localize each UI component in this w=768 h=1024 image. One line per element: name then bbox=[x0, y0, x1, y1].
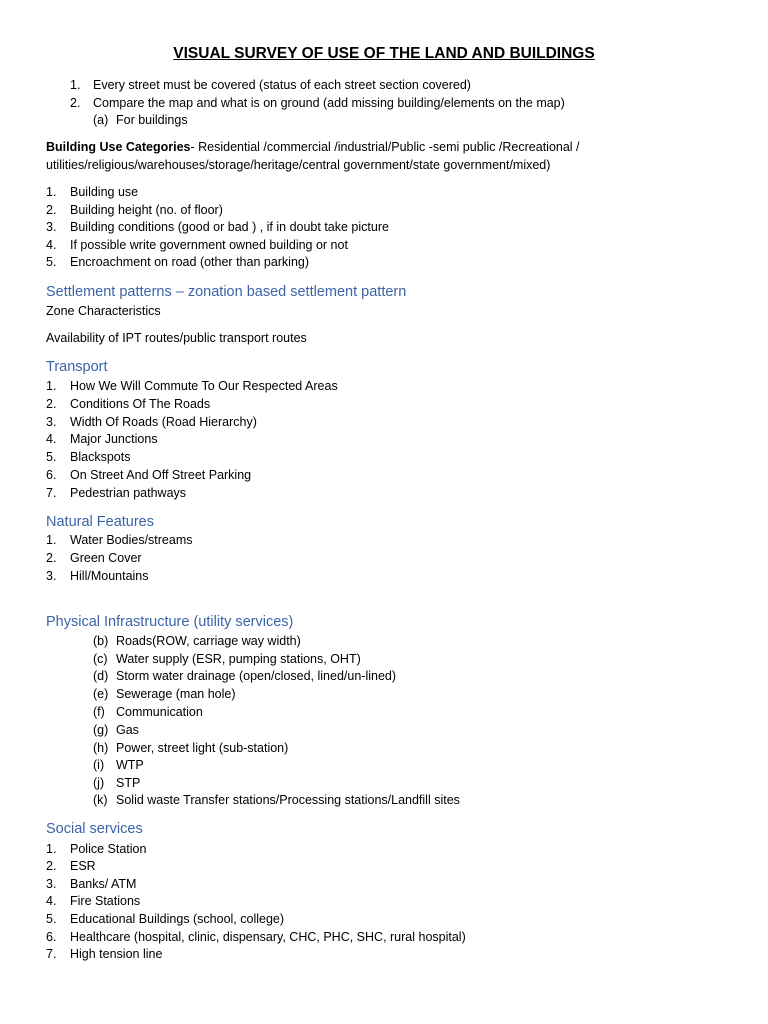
list-item: Communication bbox=[116, 705, 203, 719]
list-number: 5. bbox=[46, 450, 57, 464]
social-services-heading: Social services bbox=[46, 821, 143, 837]
list-item: Major Junctions bbox=[70, 432, 158, 446]
list-number: (i) bbox=[93, 758, 105, 772]
list-item: Solid waste Transfer stations/Processing stations/Landfill sites bbox=[116, 793, 460, 807]
list-item: Healthcare (hospital, clinic, dispensary, CHC, PHC, SHC, rural hospital) bbox=[70, 930, 466, 944]
list-item: Water Bodies/streams bbox=[70, 533, 193, 547]
list-item: Gas bbox=[116, 723, 139, 737]
building-use-label: Building Use Categories bbox=[46, 140, 191, 154]
list-item: Building use bbox=[70, 185, 139, 199]
list-number: 4. bbox=[46, 894, 57, 908]
list-number: 1. bbox=[46, 842, 57, 856]
list-item: Power, street light (sub-station) bbox=[116, 741, 289, 755]
list-item: Building height (no. of floor) bbox=[70, 203, 223, 217]
list-item: Educational Buildings (school, college) bbox=[70, 912, 285, 926]
list-number: 5. bbox=[46, 912, 57, 926]
list-item: Green Cover bbox=[70, 551, 142, 565]
list-item: If possible write government owned building or not bbox=[70, 238, 348, 252]
list-item: Roads(ROW, carriage way width) bbox=[116, 634, 301, 648]
list-item: WTP bbox=[116, 758, 144, 772]
list-number: 1. bbox=[46, 533, 57, 547]
settlement-line: Availability of IPT routes/public transport routes bbox=[46, 331, 307, 345]
list-number: (g) bbox=[93, 723, 109, 737]
building-use-paragraph bbox=[46, 139, 580, 155]
list-number: 2. bbox=[46, 397, 57, 411]
document-title: VISUAL SURVEY OF USE OF THE LAND AND BUILDINGS bbox=[173, 45, 595, 62]
list-item: Fire Stations bbox=[70, 894, 141, 908]
list-item: Storm water drainage (open/closed, lined/un-lined) bbox=[116, 669, 397, 683]
physical-infrastructure-heading: Physical Infrastructure (utility services) bbox=[46, 614, 294, 630]
list-item: How We Will Commute To Our Respected Areas bbox=[70, 379, 338, 393]
list-item: Width Of Roads (Road Hierarchy) bbox=[70, 415, 257, 429]
list-number: (f) bbox=[93, 705, 105, 719]
list-number: 1. bbox=[46, 379, 57, 393]
list-number: 7. bbox=[46, 947, 57, 961]
list-item: Conditions Of The Roads bbox=[70, 397, 211, 411]
list-item: On Street And Off Street Parking bbox=[70, 468, 252, 482]
list-item: Encroachment on road (other than parking) bbox=[70, 255, 310, 269]
list-item: Building conditions (good or bad ) , if in doubt take picture bbox=[70, 220, 389, 234]
list-number: (b) bbox=[93, 634, 109, 648]
list-number: (d) bbox=[93, 669, 109, 683]
natural-features-heading: Natural Features bbox=[46, 514, 154, 530]
settlement-line: Zone Characteristics bbox=[46, 304, 161, 318]
list-item: STP bbox=[116, 776, 141, 790]
list-number: 6. bbox=[46, 468, 57, 482]
list-number: 3. bbox=[46, 569, 57, 583]
settlement-heading: Settlement patterns – zonation based settlement pattern bbox=[46, 284, 407, 300]
list-number: 7. bbox=[46, 486, 57, 500]
list-number: 2. bbox=[46, 203, 57, 217]
list-item: Banks/ ATM bbox=[70, 877, 137, 891]
list-number: 1. bbox=[46, 185, 57, 199]
list-number: 4. bbox=[46, 238, 57, 252]
building-use-text-continued: utilities/religious/warehouses/storage/heritage/central government/state government/mixed) bbox=[46, 158, 551, 172]
list-number: 3. bbox=[46, 415, 57, 429]
list-item: Blackspots bbox=[70, 450, 131, 464]
list-number: 3. bbox=[46, 220, 57, 234]
building-use-text: - Residential /commercial /industrial/Public -semi public /Recreational / bbox=[190, 140, 580, 154]
list-item: Hill/Mountains bbox=[70, 569, 149, 583]
list-number: 2. bbox=[70, 96, 81, 110]
list-item: For buildings bbox=[116, 113, 188, 127]
list-item: High tension line bbox=[70, 947, 163, 961]
transport-heading: Transport bbox=[46, 359, 108, 375]
list-number: (k) bbox=[93, 793, 108, 807]
list-item: Every street must be covered (status of each street section covered) bbox=[93, 78, 471, 92]
list-number: (h) bbox=[93, 741, 109, 755]
list-item: Police Station bbox=[70, 842, 147, 856]
list-number: (e) bbox=[93, 687, 109, 701]
list-item: Water supply (ESR, pumping stations, OHT) bbox=[116, 652, 361, 666]
list-number: (c) bbox=[93, 652, 108, 666]
list-number: (a) bbox=[93, 113, 109, 127]
list-item: Sewerage (man hole) bbox=[116, 687, 236, 701]
list-number: 6. bbox=[46, 930, 57, 944]
list-number: 2. bbox=[46, 551, 57, 565]
list-item: ESR bbox=[70, 859, 96, 873]
list-item: Pedestrian pathways bbox=[70, 486, 187, 500]
list-number: 1. bbox=[70, 78, 81, 92]
list-number: (j) bbox=[93, 776, 105, 790]
list-number: 5. bbox=[46, 255, 57, 269]
list-number: 2. bbox=[46, 859, 57, 873]
list-number: 4. bbox=[46, 432, 57, 446]
list-item: Compare the map and what is on ground (add missing building/elements on the map) bbox=[93, 96, 565, 110]
list-number: 3. bbox=[46, 877, 57, 891]
